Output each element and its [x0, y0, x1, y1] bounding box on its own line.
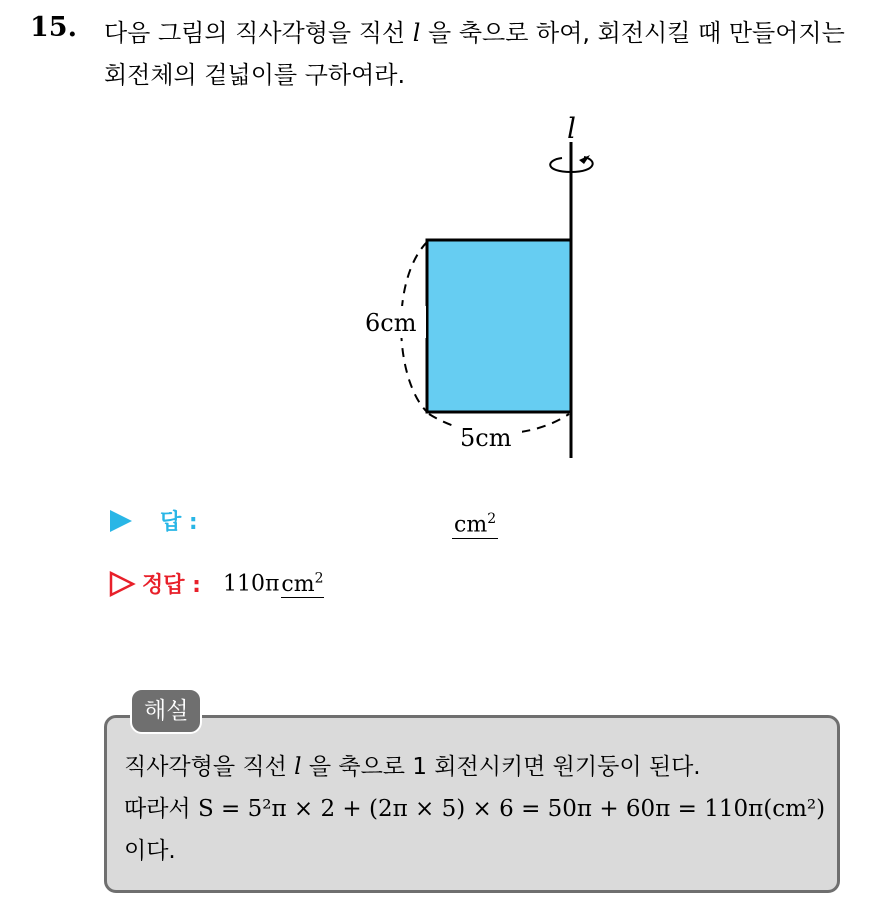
correct-answer-row [108, 568, 324, 599]
rectangle [427, 240, 571, 412]
answer-marker-icon [108, 508, 134, 534]
question-number: 15. [30, 12, 77, 43]
explanation-line-2: 따라서 S = 5²π × 2 + (2π × 5) × 6 = 50π + 60π = 110π(cm²) [124, 796, 826, 822]
axis-variable: l [412, 19, 421, 47]
answer-label: 답 : [160, 510, 198, 535]
width-label: 5cm [460, 424, 512, 452]
question-text-before: 다음 그림의 직사각형을 직선 [104, 19, 413, 47]
explanation-text [124, 746, 834, 872]
answer-row [108, 505, 198, 536]
explanation-line-1: 직사각형을 직선 l 을 축으로 1 회전시키면 원기둥이 된다. [124, 754, 701, 780]
correct-marker-icon [108, 570, 136, 598]
question-text-after: 을 축으로 하여, 회전시킬 때 만들어지는 회전체의 겉넓이를 구하여라. [104, 19, 845, 89]
height-label: 6cm [365, 309, 417, 337]
axis-label: l [567, 112, 576, 145]
answer-input[interactable]: $cm^2$ [452, 506, 498, 539]
explanation-tag: 해설 [130, 688, 202, 734]
correct-label: 정답 : [142, 573, 201, 598]
correct-value: 110πcm$^2$ [222, 570, 324, 597]
explanation-line-3: 이다. [124, 838, 176, 864]
